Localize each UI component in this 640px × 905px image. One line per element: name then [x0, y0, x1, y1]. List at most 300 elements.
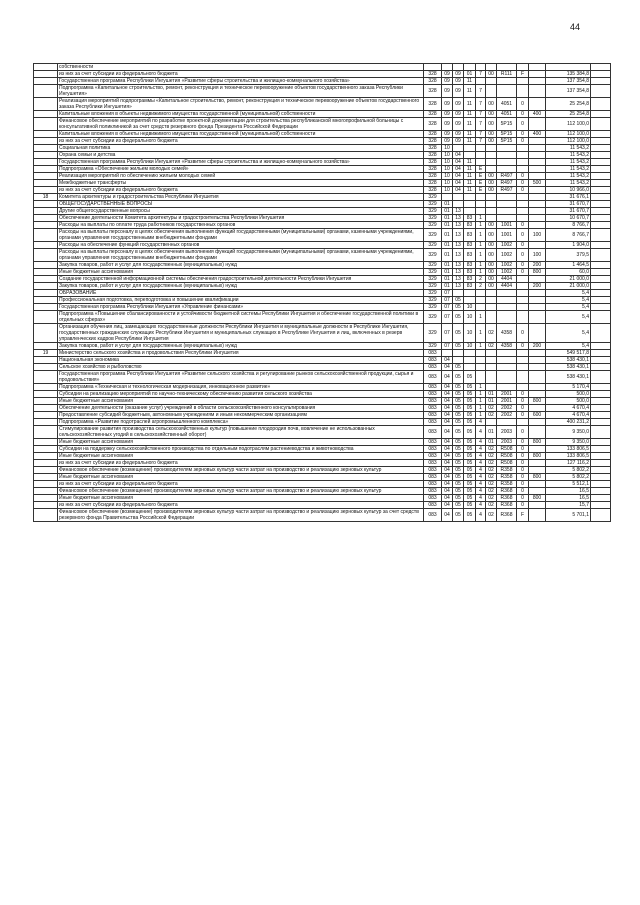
cell-direction-code: [497, 152, 517, 159]
cell-amount: 112 100,0: [546, 131, 591, 138]
cell-subsection-code: 13: [453, 215, 464, 222]
cell-section-code: 04: [442, 384, 453, 391]
cell-item-name: из них за счет субсидии из федерального бюджета: [58, 71, 424, 78]
cell-event-code: [486, 201, 497, 208]
cell-extra: [591, 152, 611, 159]
table-row: [34, 446, 611, 453]
cell-event-code: 01: [486, 391, 497, 398]
cell-amount: 112 100,0: [546, 118, 591, 131]
cell-subprogram-code: Е: [476, 180, 486, 187]
cell-row-number: 18: [34, 194, 58, 201]
cell-expense-type: 600: [529, 412, 546, 419]
cell-subsection-code: 09: [453, 138, 464, 145]
cell-section-code: 01: [442, 262, 453, 269]
table-row: [34, 495, 611, 502]
cell-expense-type: [529, 304, 546, 311]
cell-subprogram-code: 7: [476, 71, 486, 78]
cell-direction-code: 1001: [497, 222, 517, 229]
table-row: [34, 78, 611, 85]
cell-ministry-code: 083: [424, 460, 442, 467]
cell-direction-code: 2003: [497, 439, 517, 446]
cell-part-code: [517, 371, 529, 384]
cell-item-name: Финансовое обеспечение мероприятий по разработке проектной документации для строительства республиканской многопрофильной больницы с консультативной поликлиникой за счет средств резервного фонда Президента Российской Федерации: [58, 118, 424, 131]
cell-program-code: [464, 64, 476, 71]
table-row: [34, 324, 611, 343]
cell-item-name: из них за счет субсидии из федерального бюджета: [58, 138, 424, 145]
cell-section-code: 04: [442, 509, 453, 522]
cell-event-code: [486, 297, 497, 304]
cell-section-code: 01: [442, 249, 453, 262]
cell-row-number: [34, 159, 58, 166]
cell-program-code: [464, 350, 476, 357]
cell-program-code: 11: [464, 131, 476, 138]
cell-event-code: 00: [486, 118, 497, 131]
cell-extra: [591, 118, 611, 131]
cell-subsection-code: 13: [453, 276, 464, 283]
table-row: [34, 481, 611, 488]
cell-part-code: 0: [517, 242, 529, 249]
cell-expense-type: [529, 509, 546, 522]
cell-direction-code: 2001: [497, 391, 517, 398]
cell-subsection-code: 05: [453, 446, 464, 453]
cell-part-code: [517, 357, 529, 364]
cell-amount: 11 543,2: [546, 152, 591, 159]
cell-amount: 11 543,2: [546, 166, 591, 173]
cell-section-code: 09: [442, 85, 453, 98]
cell-part-code: 0: [517, 426, 529, 439]
cell-expense-type: [529, 64, 546, 71]
cell-subprogram-code: [476, 152, 486, 159]
cell-extra: [591, 481, 611, 488]
cell-part-code: [517, 78, 529, 85]
table-row: [34, 343, 611, 350]
cell-section-code: 10: [442, 166, 453, 173]
cell-item-name: Другие общегосударственные вопросы: [58, 208, 424, 215]
cell-event-code: 00: [486, 222, 497, 229]
cell-event-code: [486, 152, 497, 159]
cell-extra: [591, 467, 611, 474]
cell-extra: [591, 71, 611, 78]
cell-subprogram-code: [476, 194, 486, 201]
cell-expense-type: [529, 290, 546, 297]
cell-section-code: 10: [442, 187, 453, 194]
cell-section-code: 04: [442, 488, 453, 495]
cell-expense-type: 200: [529, 343, 546, 350]
cell-expense-type: [529, 364, 546, 371]
cell-direction-code: [497, 215, 517, 222]
cell-subsection-code: [453, 290, 464, 297]
cell-direction-code: [497, 371, 517, 384]
cell-item-name: собственности: [58, 64, 424, 71]
cell-extra: [591, 249, 611, 262]
cell-amount: 16,5: [546, 495, 591, 502]
cell-direction-code: R497: [497, 180, 517, 187]
cell-expense-type: [529, 201, 546, 208]
cell-program-code: 83: [464, 276, 476, 283]
cell-part-code: [517, 194, 529, 201]
cell-direction-code: R358: [497, 481, 517, 488]
cell-ministry-code: 083: [424, 350, 442, 357]
cell-ministry-code: 329: [424, 304, 442, 311]
cell-expense-type: [529, 215, 546, 222]
cell-expense-type: 200: [529, 262, 546, 269]
cell-part-code: 0: [517, 324, 529, 343]
cell-extra: [591, 229, 611, 242]
cell-row-number: [34, 426, 58, 439]
table-row: [34, 283, 611, 290]
cell-program-code: 83: [464, 262, 476, 269]
cell-extra: [591, 131, 611, 138]
cell-ministry-code: 083: [424, 474, 442, 481]
cell-subprogram-code: 2: [476, 283, 486, 290]
cell-program-code: 05: [464, 481, 476, 488]
cell-row-number: [34, 453, 58, 460]
cell-ministry-code: 328: [424, 85, 442, 98]
table-row: [34, 297, 611, 304]
cell-expense-type: [529, 371, 546, 384]
cell-section-code: 04: [442, 398, 453, 405]
cell-subprogram-code: 7: [476, 111, 486, 118]
page-number: 44: [569, 22, 580, 32]
cell-part-code: [517, 64, 529, 71]
cell-direction-code: 5Р15: [497, 138, 517, 145]
cell-event-code: 01: [486, 426, 497, 439]
cell-program-code: 05: [464, 439, 476, 446]
cell-subprogram-code: [476, 78, 486, 85]
cell-section-code: 09: [442, 118, 453, 131]
cell-amount: 133 806,5: [546, 446, 591, 453]
cell-expense-type: [529, 78, 546, 85]
cell-event-code: 00: [486, 269, 497, 276]
cell-direction-code: [497, 208, 517, 215]
cell-extra: [591, 222, 611, 229]
cell-part-code: [517, 364, 529, 371]
cell-direction-code: [497, 304, 517, 311]
cell-subsection-code: 05: [453, 495, 464, 502]
cell-expense-type: [529, 488, 546, 495]
cell-amount: 4 670,4: [546, 405, 591, 412]
cell-section-code: 04: [442, 391, 453, 398]
cell-amount: 5 512,1: [546, 481, 591, 488]
cell-row-number: [34, 398, 58, 405]
cell-extra: [591, 350, 611, 357]
cell-event-code: 02: [486, 502, 497, 509]
cell-item-name: Реализация мероприятий по обеспечению жильем молодых семей: [58, 173, 424, 180]
cell-subsection-code: 05: [453, 509, 464, 522]
cell-amount: 133 806,5: [546, 453, 591, 460]
cell-subsection-code: 04: [453, 159, 464, 166]
cell-part-code: 0: [517, 446, 529, 453]
cell-subsection-code: 13: [453, 242, 464, 249]
cell-amount: 5 170,4: [546, 384, 591, 391]
cell-subsection-code: [453, 64, 464, 71]
cell-direction-code: [497, 145, 517, 152]
cell-program-code: 11: [464, 180, 476, 187]
cell-subsection-code: 13: [453, 283, 464, 290]
table-row: [34, 262, 611, 269]
cell-ministry-code: 328: [424, 138, 442, 145]
cell-event-code: 00: [486, 276, 497, 283]
cell-amount: 538 430,1: [546, 364, 591, 371]
cell-amount: 538 430,1: [546, 371, 591, 384]
cell-amount: 137 354,8: [546, 78, 591, 85]
cell-program-code: 05: [464, 509, 476, 522]
cell-row-number: [34, 152, 58, 159]
cell-item-name: Комитета архитектуры и градостроительства Республики Ингушетия: [58, 194, 424, 201]
cell-part-code: 0: [517, 187, 529, 194]
cell-row-number: [34, 297, 58, 304]
cell-section-code: 04: [442, 453, 453, 460]
cell-amount: 500,0: [546, 391, 591, 398]
cell-subsection-code: 13: [453, 262, 464, 269]
cell-extra: [591, 384, 611, 391]
cell-ministry-code: 328: [424, 78, 442, 85]
cell-event-code: 00: [486, 173, 497, 180]
cell-item-name: Финансовое обеспечение (возмещение) производителям зерновых культур части затрат на производство и реализацию зерновых культур за счет средств резервного фонда Правительства Российской Федерации: [58, 509, 424, 522]
cell-event-code: [486, 159, 497, 166]
cell-amount: 31 670,7: [546, 201, 591, 208]
cell-row-number: [34, 467, 58, 474]
cell-part-code: [517, 283, 529, 290]
cell-ministry-code: 083: [424, 481, 442, 488]
cell-row-number: [34, 495, 58, 502]
cell-row-number: [34, 131, 58, 138]
cell-event-code: 02: [486, 446, 497, 453]
cell-subprogram-code: 1: [476, 343, 486, 350]
cell-expense-type: [529, 276, 546, 283]
cell-item-name: Подпрограмма «Повышение сбалансированности и устойчивости бюджетной системы Республики Ингушетия и обеспечение государственной политики в отдельных сферах»: [58, 311, 424, 324]
cell-amount: 9 350,0: [546, 439, 591, 446]
cell-expense-type: [529, 166, 546, 173]
cell-row-number: [34, 98, 58, 111]
cell-extra: [591, 269, 611, 276]
cell-row-number: [34, 118, 58, 131]
cell-subsection-code: 13: [453, 208, 464, 215]
table-row: [34, 249, 611, 262]
cell-extra: [591, 371, 611, 384]
cell-row-number: [34, 405, 58, 412]
cell-section-code: 04: [442, 481, 453, 488]
cell-row-number: 19: [34, 350, 58, 357]
cell-part-code: [517, 419, 529, 426]
cell-ministry-code: 083: [424, 439, 442, 446]
cell-subsection-code: 05: [453, 481, 464, 488]
cell-extra: [591, 391, 611, 398]
cell-expense-type: 500: [529, 180, 546, 187]
cell-part-code: 0: [517, 467, 529, 474]
cell-event-code: 02: [486, 460, 497, 467]
cell-direction-code: 4358: [497, 343, 517, 350]
cell-row-number: [34, 78, 58, 85]
cell-row-number: [34, 187, 58, 194]
cell-part-code: 0: [517, 405, 529, 412]
cell-program-code: [464, 208, 476, 215]
cell-subprogram-code: 4: [476, 453, 486, 460]
cell-row-number: [34, 180, 58, 187]
cell-row-number: [34, 229, 58, 242]
cell-event-code: [486, 215, 497, 222]
cell-row-number: [34, 419, 58, 426]
table-row: [34, 412, 611, 419]
cell-program-code: [464, 290, 476, 297]
cell-ministry-code: 328: [424, 173, 442, 180]
cell-extra: [591, 495, 611, 502]
cell-amount: 8 766,7: [546, 222, 591, 229]
cell-extra: [591, 194, 611, 201]
cell-subprogram-code: [476, 357, 486, 364]
cell-section-code: 07: [442, 324, 453, 343]
cell-subsection-code: 05: [453, 412, 464, 419]
cell-item-name: Иные бюджетные ассигнования: [58, 453, 424, 460]
cell-event-code: 00: [486, 283, 497, 290]
cell-expense-type: 800: [529, 495, 546, 502]
cell-direction-code: 4404: [497, 283, 517, 290]
cell-subsection-code: 05: [453, 502, 464, 509]
cell-event-code: [486, 419, 497, 426]
cell-ministry-code: 083: [424, 357, 442, 364]
cell-ministry-code: 083: [424, 364, 442, 371]
cell-part-code: 0: [517, 131, 529, 138]
cell-expense-type: 800: [529, 398, 546, 405]
cell-section-code: 01: [442, 215, 453, 222]
cell-subsection-code: 13: [453, 229, 464, 242]
cell-section-code: [442, 64, 453, 71]
cell-amount: 5,4: [546, 324, 591, 343]
cell-extra: [591, 173, 611, 180]
cell-section-code: 09: [442, 138, 453, 145]
cell-extra: [591, 488, 611, 495]
cell-row-number: [34, 222, 58, 229]
cell-program-code: [464, 297, 476, 304]
cell-item-name: Обеспечение деятельности (оказание услуг) учреждений в области сельскохозяйственного консультирования: [58, 405, 424, 412]
table-row: [34, 138, 611, 145]
cell-ministry-code: 329: [424, 343, 442, 350]
cell-section-code: 01: [442, 283, 453, 290]
cell-row-number: [34, 111, 58, 118]
cell-subsection-code: 05: [453, 426, 464, 439]
cell-amount: 25 254,8: [546, 98, 591, 111]
cell-row-number: [34, 242, 58, 249]
cell-ministry-code: 329: [424, 222, 442, 229]
cell-subprogram-code: [476, 364, 486, 371]
cell-subsection-code: 05: [453, 391, 464, 398]
cell-program-code: [464, 201, 476, 208]
cell-part-code: [517, 159, 529, 166]
cell-ministry-code: 083: [424, 453, 442, 460]
cell-program-code: 11: [464, 111, 476, 118]
cell-direction-code: [497, 201, 517, 208]
cell-part-code: 0: [517, 111, 529, 118]
cell-subprogram-code: [476, 304, 486, 311]
cell-item-name: из них за счет субсидии из федерального бюджета: [58, 502, 424, 509]
cell-subsection-code: 09: [453, 131, 464, 138]
cell-direction-code: [497, 364, 517, 371]
table-row: [34, 98, 611, 111]
cell-event-code: [486, 194, 497, 201]
cell-section-code: 07: [442, 290, 453, 297]
cell-direction-code: R508: [497, 453, 517, 460]
cell-program-code: [464, 357, 476, 364]
cell-amount: 5,4: [546, 297, 591, 304]
cell-part-code: [517, 290, 529, 297]
cell-direction-code: R508: [497, 446, 517, 453]
cell-section-code: 07: [442, 311, 453, 324]
cell-subprogram-code: 4: [476, 502, 486, 509]
cell-row-number: [34, 304, 58, 311]
cell-extra: [591, 111, 611, 118]
cell-amount: 1 904,0: [546, 242, 591, 249]
cell-section-code: 04: [442, 439, 453, 446]
cell-subsection-code: 09: [453, 111, 464, 118]
cell-amount: 5,4: [546, 311, 591, 324]
table-row: [34, 229, 611, 242]
cell-item-name: Охрана семьи и детства: [58, 152, 424, 159]
cell-part-code: 0: [517, 229, 529, 242]
table-row: [34, 166, 611, 173]
cell-program-code: 10: [464, 324, 476, 343]
cell-extra: [591, 180, 611, 187]
cell-event-code: 00: [486, 98, 497, 111]
cell-direction-code: 4404: [497, 276, 517, 283]
cell-section-code: 04: [442, 495, 453, 502]
table-row: [34, 419, 611, 426]
cell-row-number: [34, 166, 58, 173]
cell-ministry-code: 328: [424, 98, 442, 111]
cell-ministry-code: 083: [424, 398, 442, 405]
cell-ministry-code: 329: [424, 194, 442, 201]
cell-subprogram-code: 1: [476, 269, 486, 276]
cell-extra: [591, 166, 611, 173]
cell-item-name: Создание государственной информационной системы обеспечения градостроительной деятельности Республики Ингушетия: [58, 276, 424, 283]
cell-ministry-code: 083: [424, 467, 442, 474]
cell-subprogram-code: 2: [476, 276, 486, 283]
cell-ministry-code: 083: [424, 419, 442, 426]
cell-section-code: 01: [442, 208, 453, 215]
cell-item-name: Государственная программа Республики Ингушетия «Управление финансами»: [58, 304, 424, 311]
cell-expense-type: [529, 426, 546, 439]
cell-event-code: 02: [486, 495, 497, 502]
cell-expense-type: [529, 138, 546, 145]
cell-program-code: 11: [464, 98, 476, 111]
cell-program-code: 11: [464, 85, 476, 98]
cell-subprogram-code: 7: [476, 138, 486, 145]
cell-part-code: 0: [517, 269, 529, 276]
cell-expense-type: [529, 384, 546, 391]
cell-program-code: 05: [464, 384, 476, 391]
cell-item-name: Расходы на выплаты персоналу в целях обеспечения выполнения функций государственными (муниципальными) органами, казенными учреждениями, органами управления государственными внебюджетными фондами: [58, 249, 424, 262]
cell-event-code: 00: [486, 249, 497, 262]
cell-amount: 10 966,0: [546, 187, 591, 194]
cell-subprogram-code: Е: [476, 173, 486, 180]
table-row: [34, 71, 611, 78]
cell-subprogram-code: 1: [476, 229, 486, 242]
table-row: [34, 290, 611, 297]
cell-program-code: 01: [464, 71, 476, 78]
cell-ministry-code: 328: [424, 159, 442, 166]
cell-row-number: [34, 502, 58, 509]
cell-subprogram-code: 7: [476, 118, 486, 131]
cell-event-code: 00: [486, 187, 497, 194]
cell-subsection-code: [453, 350, 464, 357]
cell-program-code: 05: [464, 371, 476, 384]
cell-extra: [591, 201, 611, 208]
cell-event-code: [486, 85, 497, 98]
cell-direction-code: [497, 357, 517, 364]
cell-direction-code: 4358: [497, 324, 517, 343]
cell-item-name: Расходы на выплаты по оплате труда работников государственных органов: [58, 222, 424, 229]
cell-ministry-code: 329: [424, 215, 442, 222]
cell-part-code: [517, 201, 529, 208]
